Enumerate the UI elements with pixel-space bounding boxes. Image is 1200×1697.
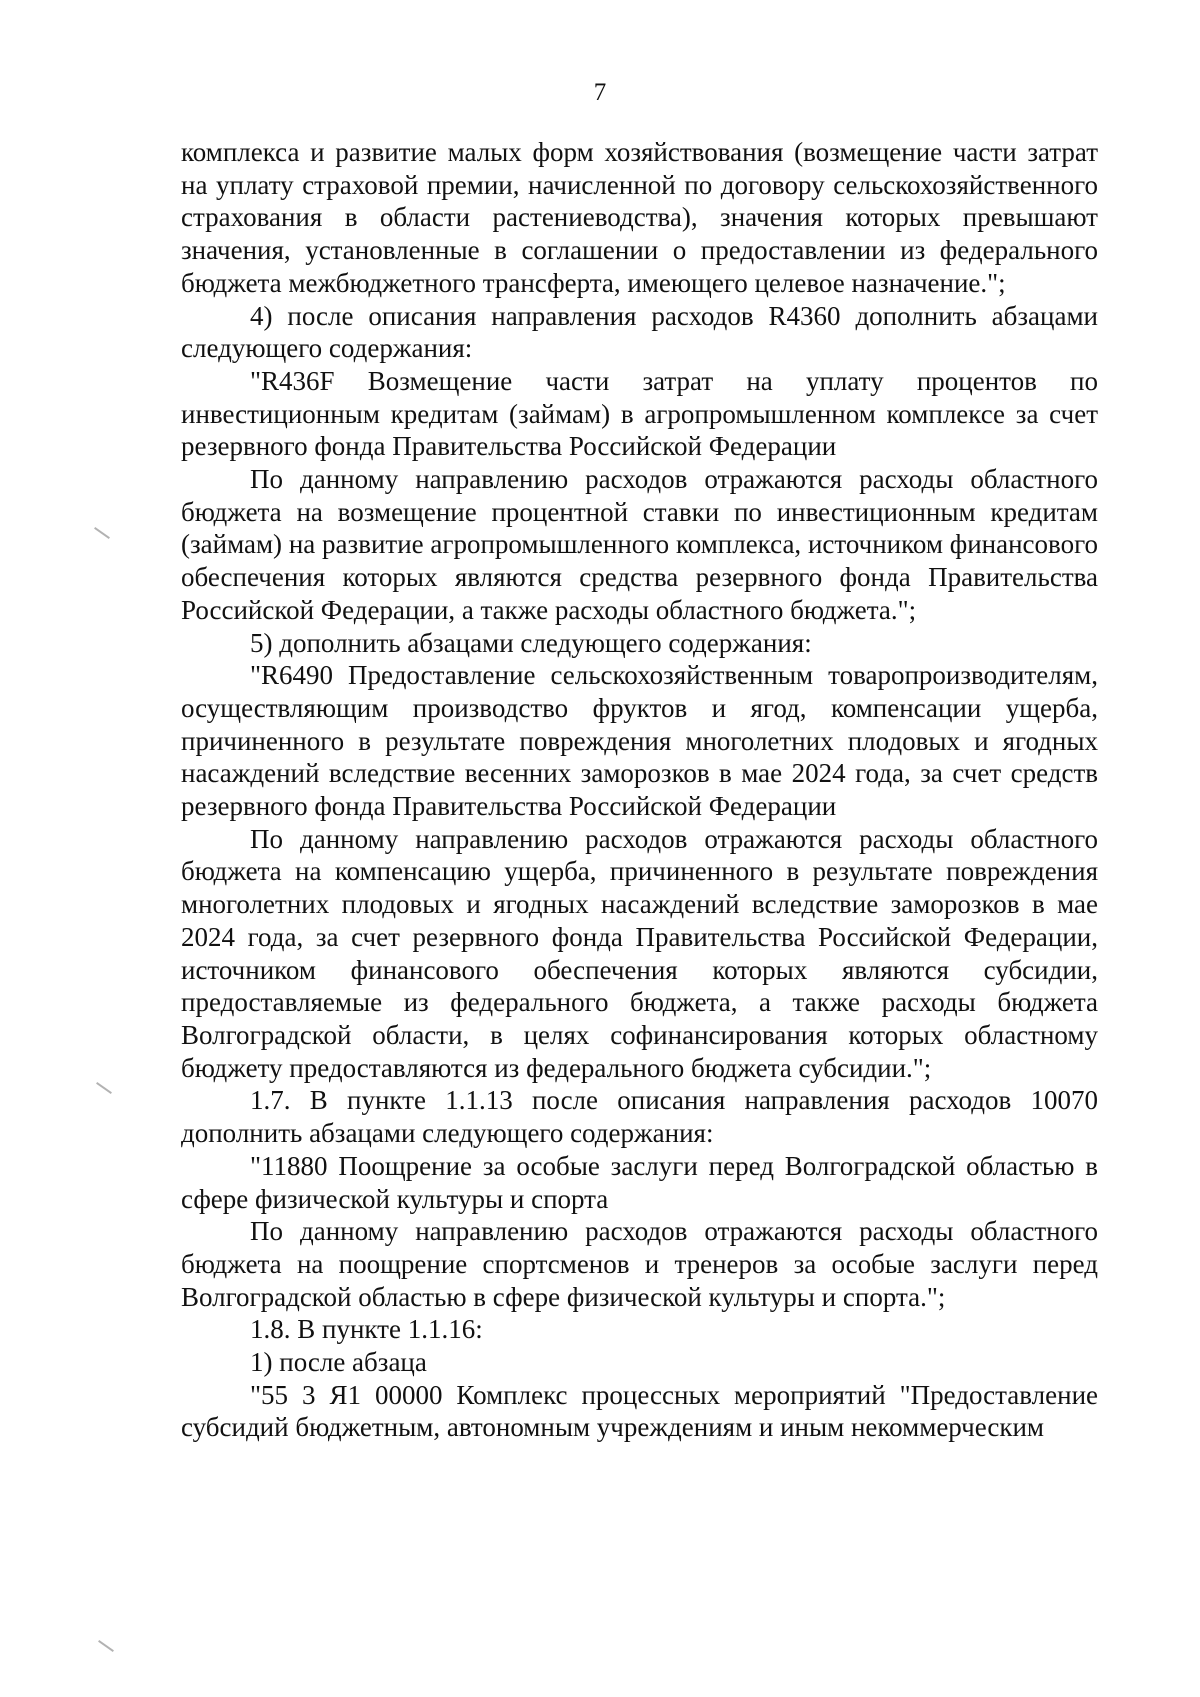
paragraph: По данному направлению расходов отражаются расходы областного бюджета на поощрение спортсменов и тренеров за особые заслуги перед Волгоградской областью в сфере физической культуры и спорта."; — [181, 1216, 1098, 1312]
paragraph: По данному направлению расходов отражаются расходы областного бюджета на возмещение процентной ставки по инвестиционным кредитам (займам) на развитие агропромышленного комплекса, источником финансового обеспечения которых являются средства резервного фонда Правительства Российской Федерации, а также расходы областного бюджета."; — [181, 464, 1098, 625]
paragraph: 1) после абзаца — [250, 1347, 427, 1378]
paragraph: комплекса и развитие малых форм хозяйствования (возмещение части затрат на уплату страховой премии, начисленной по договору сельскохозяйственного страхования в области растениеводства), значения которых превышают значения, установленные в соглашении о предоставлении из федерального бюджета межбюджетного трансферта, имеющего целевое назначение."; — [181, 137, 1098, 298]
scan-artifact-mark — [98, 1640, 114, 1652]
paragraph: 1.8. В пункте 1.1.16: — [250, 1314, 483, 1345]
paragraph: 1.7. В пункте 1.1.13 после описания направления расходов 10070 дополнить абзацами следующего содержания: — [181, 1085, 1098, 1149]
paragraph: 4) после описания направления расходов R4360 дополнить абзацами следующего содержания: — [181, 300, 1098, 364]
paragraph: 5) дополнить абзацами следующего содержания: — [250, 627, 812, 658]
paragraph: "55 3 Я1 00000 Комплекс процессных мероприятий "Предоставление субсидий бюджетным, автономным учреждениям и иным некоммерческим — [181, 1379, 1098, 1443]
paragraph: "R6490 Предоставление сельскохозяйственным товаропроизводителям, осуществляющим производство фруктов и ягод, компенсации ущерба, причиненного в результате повреждения многолетних плодовых и ягодных насаждений вследствие весенних заморозков в мае 2024 года, за счет средств резервного фонда Правительства Российской Федерации — [181, 660, 1098, 822]
scan-artifact-mark — [96, 1082, 112, 1094]
paragraph: "R436F Возмещение части затрат на уплату процентов по инвестиционным кредитам (займам) в агропромышленном комплексе за счет резервного фонда Правительства Российской Федерации — [181, 365, 1098, 462]
paragraph: По данному направлению расходов отражаются расходы областного бюджета на компенсацию ущерба, причиненного в результате повреждения многолетних плодовых и ягодных насаждений вследствие заморозков в мае 2024 года, за счет резервного фонда Правительства Российской Федерации, источником финансового обеспечения которых являются субсидии, предоставляемые из федерального бюджета, а также расходы бюджета Волгоградской области, в целях софинансирования которых областному бюджету предоставляются из федерального бюджета субсидии."; — [181, 823, 1098, 1083]
scan-artifact-mark — [94, 527, 110, 539]
paragraph: "11880 Поощрение за особые заслуги перед Волгоградской областью в сфере физической культуры и спорта — [181, 1150, 1098, 1214]
page-number: 7 — [593, 79, 607, 106]
document-body — [181, 136, 1098, 1444]
